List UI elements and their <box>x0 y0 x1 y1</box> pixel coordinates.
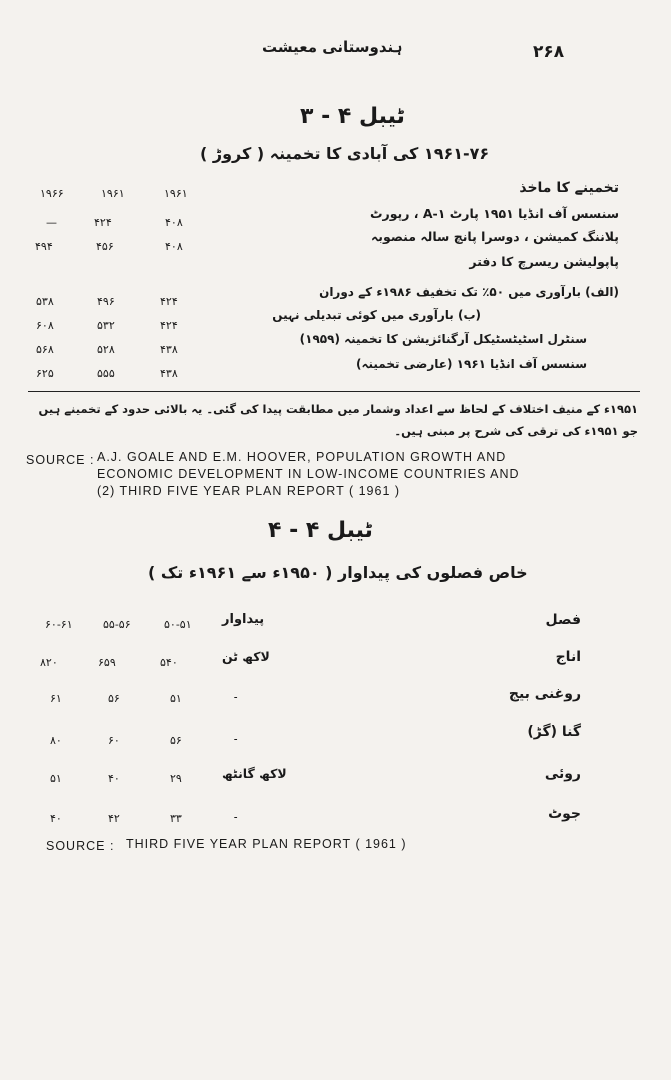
table1-subtitle: ۱۹۶۱-۷۶ کی آبادی کا تخمینہ ( کروڑ ) <box>200 144 490 163</box>
table2-crop: گنا (گڑ) <box>527 724 581 740</box>
table-cell: ۵۴۰ <box>160 656 178 669</box>
table1-col-header: ۱۹۶۱ <box>164 187 188 200</box>
table2-unit-header: پیداوار <box>222 612 265 627</box>
table2-col-header: ۶۰-۶۱ <box>45 618 73 631</box>
table1-source-line: ECONOMIC DEVELOPMENT IN LOW-INCOME COUNTRIES AND <box>97 467 520 481</box>
table-cell: ۴۳۸ <box>160 367 178 380</box>
table2-subtitle: خاص فصلوں کی پیداوار ( ۱۹۵۰ء سے ۱۹۶۱ء تک ) <box>148 563 528 582</box>
table-row-label: پلاننگ کمیشن ، دوسرا پانچ سالہ منصوبہ <box>370 229 619 244</box>
table2-col-header: ۵۵-۵۶ <box>103 618 131 631</box>
table-cell: ۳۳ <box>170 812 182 825</box>
table1-divider <box>28 391 640 392</box>
running-title: ہندوستانی معیشت <box>262 38 403 56</box>
table1-source-line: (2) THIRD FIVE YEAR PLAN REPORT ( 1961 ) <box>97 484 401 498</box>
table-row-label: سنسس آف انڈیا ۱۹۵۱ پارٹ A-۱ ، رپورٹ <box>369 206 619 221</box>
table-cell: ۶۵۹ <box>98 656 116 669</box>
table2-source-label: SOURCE : <box>46 839 115 853</box>
table-cell: ۴۵۶ <box>96 240 114 253</box>
table2-unit: ۔ <box>232 728 240 743</box>
table2-crop: اناج <box>555 649 581 665</box>
table1-source-label: SOURCE : <box>26 453 95 467</box>
table1-title: ٹیبل ۴ - ۳ <box>300 104 405 129</box>
table2-col-header: ۵۰-۵۱ <box>164 618 192 631</box>
table-cell: ۶۱ <box>50 692 62 705</box>
table-cell: ۶۰ <box>108 734 120 747</box>
table1-col-header: ۱۹۶۶ <box>40 187 64 200</box>
table-cell: ۴۲۴ <box>94 216 112 229</box>
table-row-label: سنسس آف انڈیا ۱۹۶۱ (عارضی تخمینہ) <box>355 357 587 371</box>
table-cell: — <box>46 216 57 229</box>
table-cell: ۸۰ <box>50 734 62 747</box>
table-cell: ۴۰ <box>108 772 120 785</box>
table-cell: ۴۲۴ <box>160 295 178 308</box>
table-cell: ۵۳۸ <box>36 295 54 308</box>
table-cell: ۴۰ <box>50 812 62 825</box>
table-cell: ۴۹۴ <box>35 240 53 253</box>
table1-source-line: A.J. GOALE AND E.M. HOOVER, POPULATION GROWTH AND <box>97 450 507 464</box>
table2-crop: روئی <box>544 766 581 782</box>
table2-unit: لاکھ گانٹھ <box>222 766 287 781</box>
table-cell: ۴۰۸ <box>165 240 183 253</box>
page-number: ۲۶۸ <box>533 42 565 62</box>
table1-col-header: ۱۹۶۱ <box>101 187 125 200</box>
table2-unit: لاکھ ٹن <box>222 649 270 664</box>
table-cell: ۵۶۸ <box>36 343 54 356</box>
table1-source-heading: تخمینے کا ماخذ <box>519 180 619 196</box>
table-cell: ۴۲ <box>108 812 120 825</box>
table-cell: ۵۶ <box>108 692 120 705</box>
table-cell: ۵۱ <box>50 772 62 785</box>
table2-crop-header: فصل <box>545 612 581 628</box>
table-cell: ۴۲۴ <box>160 319 178 332</box>
table-cell: ۶۰۸ <box>36 319 54 332</box>
table-cell: ۲۹ <box>170 772 182 785</box>
table1-footnote: ۱۹۵۱ء کے منیف اختلاف کے لحاظ سے اعداد وشمار میں مطابقت پیدا کی گئی۔ یہ بالائی حدود کے تخمینے ہیں جو ۱۹۵۱ء کی ترقی کی شرح پر مبنی ہیں۔ <box>38 402 638 438</box>
table-row-label: سنٹرل اسٹیٹسٹیکل آرگنائزیشن کا تخمینہ (۱۹۵۹) <box>299 332 587 346</box>
table-cell: ۵۲۸ <box>97 343 115 356</box>
table2-source-text: THIRD FIVE YEAR PLAN REPORT ( 1961 ) <box>126 837 407 851</box>
table-cell: ۴۹۶ <box>97 295 115 308</box>
table-row-label: پاپولیشن ریسرچ کا دفتر <box>469 254 619 269</box>
table-row-label: (ب) بارآوری میں کوئی تبدیلی نہیں <box>272 308 481 322</box>
table-cell: ۵۶ <box>170 734 182 747</box>
table2-crop: جوٹ <box>548 806 581 822</box>
table2-crop: روغنی بیج <box>508 686 581 702</box>
table-row-label: (الف) بارآوری میں ۵۰٪ تک تخفیف ۱۹۸۶ء کے دوران <box>319 285 619 299</box>
table2-title: ٹیبل ۴ - ۴ <box>268 518 373 543</box>
table2-unit: ۔ <box>232 686 240 701</box>
table-cell: ۶۲۵ <box>36 367 54 380</box>
table-cell: ۵۳۲ <box>97 319 115 332</box>
table-cell: ۴۰۸ <box>165 216 183 229</box>
table-cell: ۸۲۰ <box>40 656 58 669</box>
table2-unit: ۔ <box>232 806 240 821</box>
table-cell: ۵۱ <box>170 692 182 705</box>
table-cell: ۵۵۵ <box>97 367 115 380</box>
table-cell: ۴۳۸ <box>160 343 178 356</box>
